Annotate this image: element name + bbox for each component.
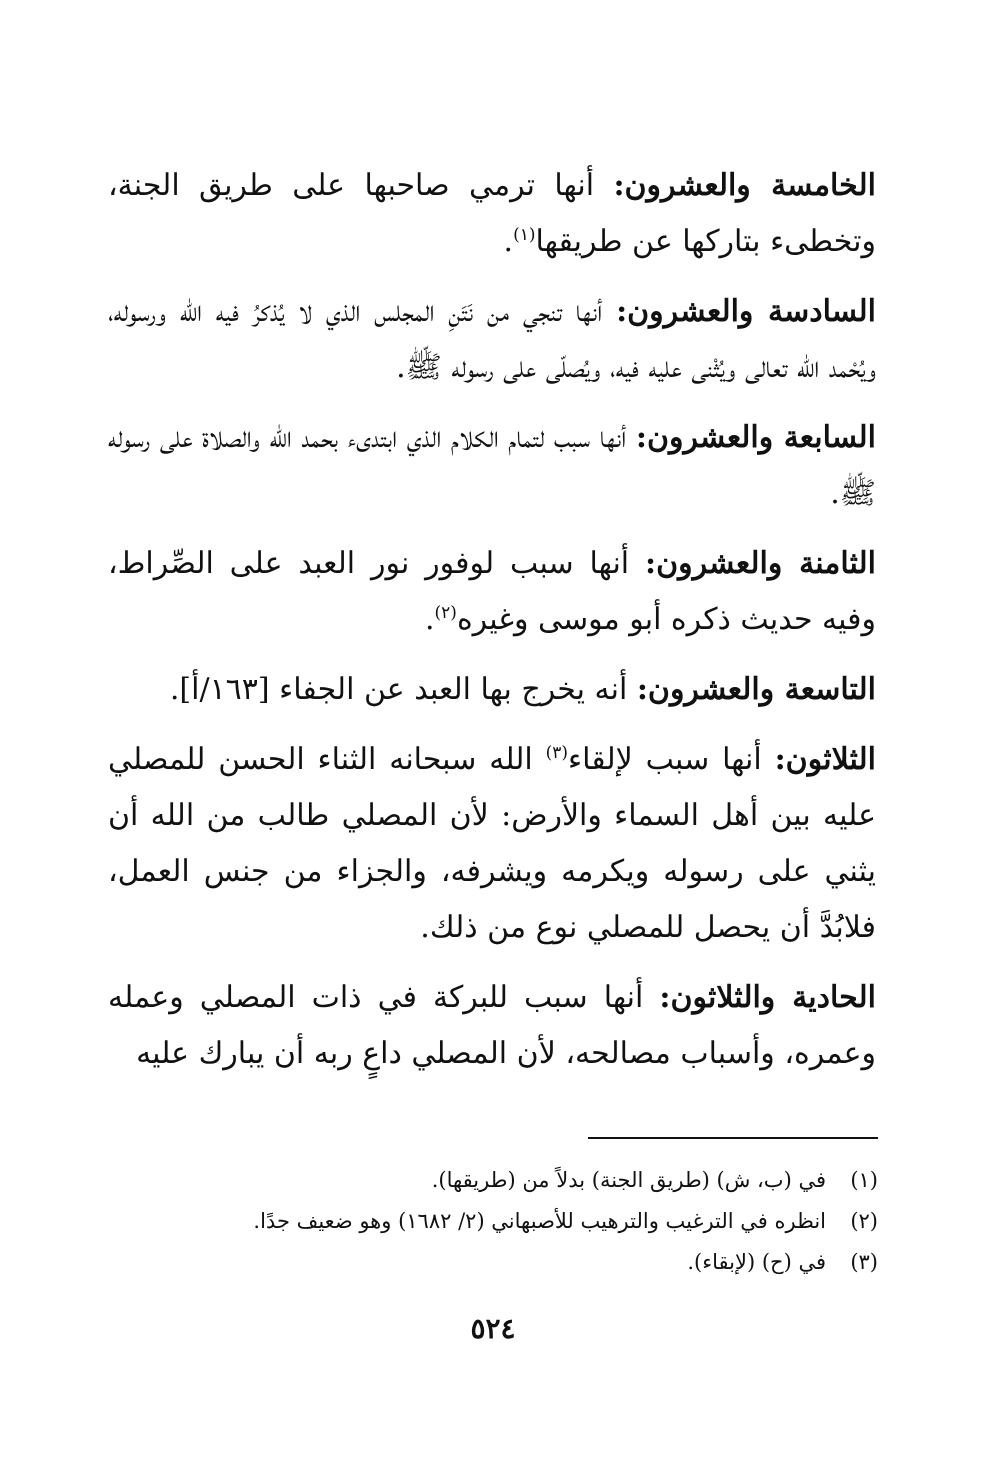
paragraph-text: أنها سبب لتمام الكلام الذي ابتدىء بحمد الله والصلاة على رسوله ﷺ. bbox=[108, 420, 876, 511]
paragraph bbox=[108, 158, 876, 270]
body-text bbox=[108, 158, 876, 1096]
paragraph-heading: الثامنة والعشرون: bbox=[645, 546, 876, 581]
paragraph-text: أنها سبب لوفور نور العبد على الصِّراط، وفيه حديث ذكره أبو موسى وغيره bbox=[108, 546, 876, 637]
footnote bbox=[178, 1160, 878, 1201]
paragraph-text: الله سبحانه الثناء الحسن للمصلي عليه بين أهل السماء والأرض: لأن المصلي طالب من الله أن يثني على رسوله ويكرمه ويشرفه، والجزاء من جنس العمل، فلابُدَّ أن يحصل للمصلي نوع من ذلك. bbox=[108, 742, 876, 945]
paragraph-heading: الخامسة والعشرون: bbox=[613, 168, 876, 203]
paragraph bbox=[108, 732, 876, 956]
footnote-marker[interactable]: (٢) bbox=[434, 603, 457, 623]
footnote bbox=[178, 1242, 878, 1283]
paragraph-text: أنها سبب لإلقاء bbox=[568, 742, 775, 777]
paragraph-text: أنها تنجي من نَتَنِ المجلس الذي لا يُذكرُ فيه الله ورسوله، ويُحْمد الله تعالى ويُثْنى عليه فيه، ويُصلّى على رسوله ﷺ. bbox=[108, 294, 876, 385]
paragraph-text: أنه يخرج بها العبد عن الجفاء [١٦٣/أ]. bbox=[169, 672, 637, 707]
paragraph-text: . bbox=[503, 224, 514, 259]
paragraph bbox=[108, 536, 876, 648]
paragraph-heading: الحادية والثلاثون: bbox=[659, 980, 876, 1015]
paragraph-heading: التاسعة والعشرون: bbox=[636, 672, 876, 707]
paragraph-heading: السادسة والعشرون: bbox=[616, 294, 876, 329]
footnote-number: (١) bbox=[850, 1168, 878, 1192]
paragraph bbox=[108, 410, 876, 522]
paragraph-text: . bbox=[424, 602, 435, 637]
paragraph-heading: السابعة والعشرون: bbox=[635, 420, 877, 455]
paragraph-heading: الثلاثون: bbox=[774, 742, 876, 777]
footnote-marker[interactable]: (٣) bbox=[545, 743, 569, 763]
paragraph-text: أنها سبب للبركة في ذات المصلي وعمله وعمره، وأسباب مصالحه، لأن المصلي داعٍ ربه أن يبارك عليه bbox=[108, 980, 876, 1071]
paragraph bbox=[108, 970, 876, 1082]
paragraph-text: أنها ترمي صاحبها على طريق الجنة، وتخطىء بتاركها عن طريقها bbox=[108, 168, 876, 259]
footnote-text: في (ب، ش) (طريق الجنة) بدلاً من (طريقها). bbox=[431, 1168, 826, 1192]
page-number: ٥٢٤ bbox=[470, 1312, 516, 1345]
footnotes bbox=[178, 1160, 878, 1283]
footnote bbox=[178, 1201, 878, 1242]
footnote-number: (٣) bbox=[850, 1250, 878, 1274]
footnote-separator bbox=[588, 1137, 878, 1139]
footnote-number: (٢) bbox=[850, 1209, 878, 1233]
paragraph bbox=[108, 284, 876, 396]
paragraph bbox=[108, 662, 876, 718]
footnote-text: في (ح) (لإبقاء). bbox=[687, 1250, 826, 1274]
footnote-text: انظره في الترغيب والترهيب للأصبهاني (٢/ ١٦٨٢) وهو ضعيف جدًا. bbox=[253, 1209, 826, 1233]
footnote-marker[interactable]: (١) bbox=[513, 225, 536, 245]
